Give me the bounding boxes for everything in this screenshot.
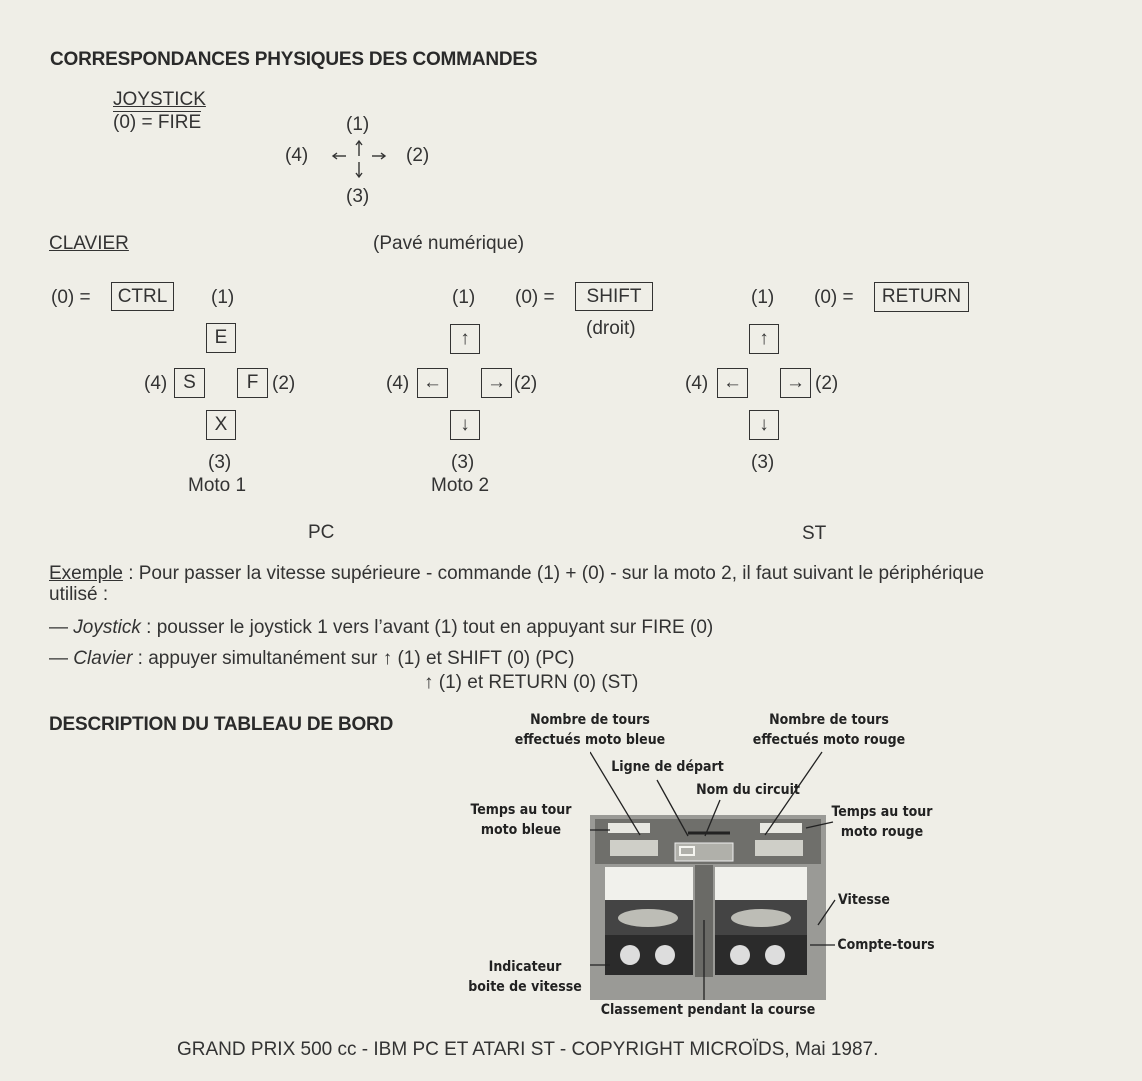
caption-ligne-depart: Ligne de départ <box>611 759 724 775</box>
dash: — <box>49 648 68 669</box>
moto2-n1: (1) <box>452 287 476 308</box>
pave-numerique-label: (Pavé numérique) <box>373 233 525 254</box>
exemple-line-1 <box>49 563 984 585</box>
moto2-name: Moto 2 <box>431 475 490 496</box>
down-arrow-key: ↓ <box>450 410 480 440</box>
moto1-zero-label: (0) = <box>51 287 91 308</box>
st-zero-label: (0) = <box>814 287 854 308</box>
clavier-label: CLAVIER <box>49 233 129 254</box>
dashboard-title: DESCRIPTION DU TABLEAU DE BORD <box>49 714 394 735</box>
moto2-n3: (3) <box>451 452 475 473</box>
exemple-line-2: utilisé : <box>49 584 109 605</box>
exemple-text: : Pour passer la vitesse supérieure - commande (1) + (0) - sur la moto 2, il faut suivant le périphérique <box>122 563 985 584</box>
joystick-right: (2) <box>406 145 430 166</box>
joystick-instruction <box>49 617 713 639</box>
moto2-droit: (droit) <box>586 318 636 339</box>
clavier-instruction-text: : appuyer simultanément sur ↑ (1) et SHIFT (0) (PC) <box>132 648 575 669</box>
st-down-arrow-key: ↓ <box>749 410 779 440</box>
clavier-instruction-st: ↑ (1) et RETURN (0) (ST) <box>424 672 639 693</box>
moto1-n1: (1) <box>211 287 235 308</box>
joystick-fire: (0) = FIRE <box>113 112 202 133</box>
joystick-up: (1) <box>346 114 370 135</box>
f-key: F <box>237 368 268 398</box>
ctrl-key: CTRL <box>111 282 174 311</box>
caption-vitesse: Vitesse <box>838 892 890 908</box>
page-title: CORRESPONDANCES PHYSIQUES DES COMMANDES <box>50 49 538 70</box>
joystick-arrows-icon <box>328 134 390 184</box>
footer-copyright: GRAND PRIX 500 cc - IBM PC ET ATARI ST - COPYRIGHT MICROÏDS, Mai 1987. <box>177 1039 879 1060</box>
return-key: RETURN <box>874 282 969 312</box>
st-n3: (3) <box>751 452 775 473</box>
dash: — <box>49 617 68 638</box>
st-left-label: (4) <box>685 373 709 394</box>
joystick-instruction-text: : pousser le joystick 1 vers l’avant (1) tout en appuyant sur FIRE (0) <box>140 617 714 638</box>
up-arrow-key: ↑ <box>450 324 480 354</box>
st-up-arrow-key: ↑ <box>749 324 779 354</box>
moto2-right-label: (2) <box>514 373 538 394</box>
platform-pc-label: PC <box>308 522 335 543</box>
right-arrow-key: → <box>481 368 512 398</box>
left-arrow-key: ← <box>417 368 448 398</box>
moto1-right-label: (2) <box>272 373 296 394</box>
joystick-left: (4) <box>285 145 309 166</box>
platform-st-label: ST <box>802 523 827 544</box>
moto1-name: Moto 1 <box>188 475 247 496</box>
joystick-down: (3) <box>346 186 370 207</box>
s-key: S <box>174 368 205 398</box>
caption-tours-rouge: Nombre de tours effectués moto rouge <box>752 712 906 748</box>
st-right-arrow-key: → <box>780 368 811 398</box>
e-key: E <box>206 323 236 353</box>
caption-temps-bleue: Temps au tour moto bleue <box>470 802 572 838</box>
st-left-arrow-key: ← <box>717 368 748 398</box>
caption-compte-tours: Compte-tours <box>837 937 935 953</box>
caption-indicateur: Indicateur boite de vitesse <box>468 959 582 995</box>
caption-nom-circuit: Nom du circuit <box>696 782 800 798</box>
joystick-italic-label: Joystick <box>73 617 141 638</box>
caption-classement: Classement pendant la course <box>600 1002 816 1018</box>
moto1-left-label: (4) <box>144 373 168 394</box>
moto2-left-label: (4) <box>386 373 410 394</box>
clavier-italic-label: Clavier <box>73 648 133 669</box>
caption-tours-bleue: Nombre de tours effectués moto bleue <box>514 712 666 748</box>
moto1-n3: (3) <box>208 452 232 473</box>
joystick-label: JOYSTICK <box>113 89 206 110</box>
caption-temps-rouge: Temps au tour moto rouge <box>831 804 933 840</box>
st-right-label: (2) <box>815 373 839 394</box>
clavier-instruction <box>49 648 574 670</box>
x-key: X <box>206 410 236 440</box>
moto2-zero-label: (0) = <box>515 287 555 308</box>
exemple-label: Exemple <box>49 563 123 584</box>
shift-key: SHIFT <box>575 282 653 311</box>
st-n1: (1) <box>751 287 775 308</box>
